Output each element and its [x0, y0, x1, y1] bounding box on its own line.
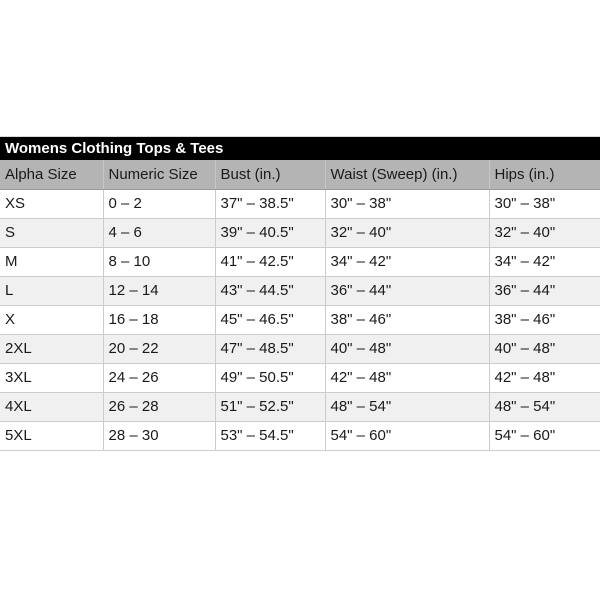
cell: 45" – 46.5"	[215, 305, 325, 334]
cell: 37" – 38.5"	[215, 189, 325, 218]
table-row	[0, 218, 600, 247]
cell: 0 – 2	[103, 189, 215, 218]
size-chart	[0, 136, 600, 451]
cell: 38" – 46"	[489, 305, 600, 334]
cell: 38" – 46"	[325, 305, 489, 334]
cell: 34" – 42"	[325, 247, 489, 276]
size-table	[0, 160, 600, 451]
cell: 3XL	[0, 363, 103, 392]
table-row	[0, 392, 600, 421]
cell: 4XL	[0, 392, 103, 421]
cell: 36" – 44"	[489, 276, 600, 305]
cell: 48" – 54"	[489, 392, 600, 421]
cell: 48" – 54"	[325, 392, 489, 421]
cell: 49" – 50.5"	[215, 363, 325, 392]
cell: X	[0, 305, 103, 334]
table-body	[0, 189, 600, 450]
cell: 8 – 10	[103, 247, 215, 276]
cell: 28 – 30	[103, 421, 215, 450]
table-row	[0, 421, 600, 450]
column-header: Hips (in.)	[489, 160, 600, 189]
cell: 54" – 60"	[325, 421, 489, 450]
cell: 30" – 38"	[325, 189, 489, 218]
cell: L	[0, 276, 103, 305]
cell: XS	[0, 189, 103, 218]
cell: 5XL	[0, 421, 103, 450]
cell: 42" – 48"	[489, 363, 600, 392]
cell: 16 – 18	[103, 305, 215, 334]
cell: 32" – 40"	[489, 218, 600, 247]
cell: 26 – 28	[103, 392, 215, 421]
header-row	[0, 160, 600, 189]
chart-title-bar	[0, 136, 600, 160]
cell: 47" – 48.5"	[215, 334, 325, 363]
cell: 53" – 54.5"	[215, 421, 325, 450]
cell: 30" – 38"	[489, 189, 600, 218]
cell: 12 – 14	[103, 276, 215, 305]
table-row	[0, 334, 600, 363]
cell: 40" – 48"	[325, 334, 489, 363]
table-header	[0, 160, 600, 189]
cell: 24 – 26	[103, 363, 215, 392]
cell: 43" – 44.5"	[215, 276, 325, 305]
cell: 42" – 48"	[325, 363, 489, 392]
cell: 2XL	[0, 334, 103, 363]
cell: 40" – 48"	[489, 334, 600, 363]
cell: S	[0, 218, 103, 247]
cell: 4 – 6	[103, 218, 215, 247]
table-row	[0, 276, 600, 305]
table-row	[0, 189, 600, 218]
cell: 41" – 42.5"	[215, 247, 325, 276]
table-row	[0, 363, 600, 392]
chart-title: Womens Clothing Tops & Tees	[5, 140, 224, 157]
cell: 39" – 40.5"	[215, 218, 325, 247]
cell: M	[0, 247, 103, 276]
cell: 36" – 44"	[325, 276, 489, 305]
cell: 20 – 22	[103, 334, 215, 363]
cell: 32" – 40"	[325, 218, 489, 247]
column-header: Alpha Size	[0, 160, 103, 189]
cell: 51" – 52.5"	[215, 392, 325, 421]
column-header: Numeric Size	[103, 160, 215, 189]
table-row	[0, 305, 600, 334]
table-row	[0, 247, 600, 276]
column-header: Bust (in.)	[215, 160, 325, 189]
cell: 34" – 42"	[489, 247, 600, 276]
cell: 54" – 60"	[489, 421, 600, 450]
column-header: Waist (Sweep) (in.)	[325, 160, 489, 189]
